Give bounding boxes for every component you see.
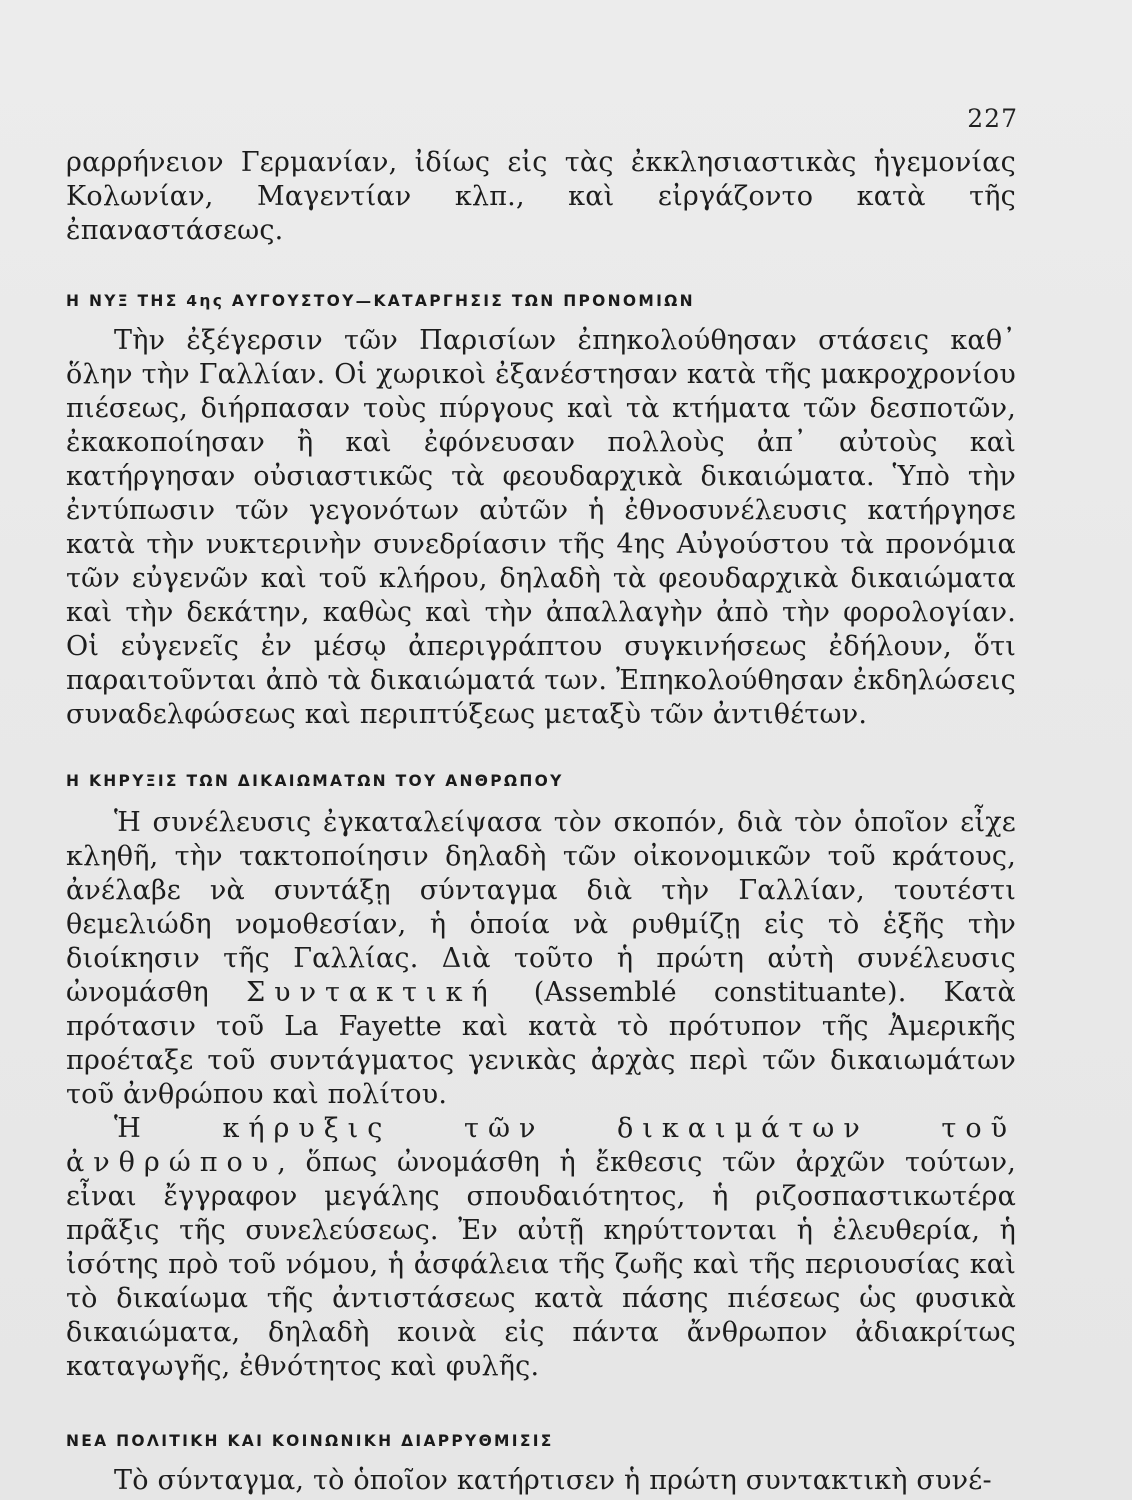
page-number: 227 <box>967 104 1018 133</box>
spaced-term-syntaktiki: Συντακτική <box>246 977 497 1008</box>
paragraph-constituent-assembly-start: Ἡ συνέλευσις ἐγκαταλείψασα τὸν σκοπόν, διὰ τὸν ὁποῖον εἶχε κληθῆ, τὴν τακτοποίησιν δηλαδὴ τῶν οἰκονομικῶν τοῦ κράτους, ἀνέλαβε νὰ συντάξῃ σύνταγμα διὰ τὴν Γαλλίαν, τουτέστι θεμελιώδη νομοθεσίαν, ἡ ὁποία νὰ ρυθμίζῃ εἰς τὸ ἑξῆς τὴν διοίκησιν τῆς Γαλλίας. Διὰ τοῦτο ἡ πρώτη αὐτὴ συνέλευσις ὠνομάσθη <box>66 807 1016 1008</box>
intro-paragraph: ραρρήνειον Γερμανίαν, ἰδίως εἰς τὰς ἐκκλησιαστικὰς ἡγεμονίας Κολωνίαν, Μαγεντίαν κλπ., καὶ εἰργάζοντο κατὰ τῆς ἐπαναστάσεως. <box>66 147 1016 246</box>
section-heading-night-of-august-4: Η ΝΥΞ ΤΗΣ 4ης ΑΥΓΟΥΣΤΟΥ—ΚΑΤΑΡΓΗΣΙΣ ΤΩΝ ΠΡΟΝΟΜΙΩΝ <box>66 292 695 310</box>
section-heading-declaration-of-rights: Η ΚΗΡΥΞΙΣ ΤΩΝ ΔΙΚΑΙΩΜΑΤΩΝ ΤΟΥ ΑΝΘΡΩΠΟΥ <box>66 772 564 790</box>
paragraph-abolition-of-privileges: Τὴν ἐξέγερσιν τῶν Παρισίων ἐπηκολούθησαν στάσεις καθ᾿ ὅλην τὴν Γαλλίαν. Οἱ χωρικοὶ ἐξανέστησαν κατὰ τῆς μακροχρονίου πιέσεως, διήρπασαν τοὺς πύργους καὶ τὰ κτήματα τῶν δεσποτῶν, ἐκακοποίησαν ἢ καὶ ἐφόνευσαν πολλοὺς ἀπ᾿ αὐτοὺς καὶ κατήργησαν οὐσιαστικῶς τὰ φεουδαρχικὰ δικαιώματα. Ὑπὸ τὴν ἐντύπωσιν τῶν γεγονότων αὐτῶν ἡ ἐθνοσυνέλευσις κατήργησε κατὰ τὴν νυκτερινὴν συνεδρίασιν τῆς 4ης Αὐγούστου τὰ προνόμια τῶν εὐγενῶν καὶ τοῦ κλήρου, δηλαδὴ τὰ φεουδαρχικὰ δικαιώματα καὶ τὴν δεκάτην, καθὼς καὶ τὴν ἀπαλλαγὴν ἀπὸ τὴν φορολογίαν. Οἱ εὐγενεῖς ἐν μέσῳ ἀπεριγράπτου συγκινήσεως ἐδήλουν, ὅτι παραιτοῦνται ἀπὸ τὰ δικαιώματά των. Ἐπηκολούθησαν ἐκδηλώσεις συναδελφώσεως καὶ περιπτύξεως μεταξὺ τῶν ἀντιθέτων. <box>66 325 1016 730</box>
paragraph-declaration-description <box>66 1112 1016 1384</box>
paragraph-constituent-assembly <box>66 806 1016 1112</box>
paragraph-constituent-assembly-end: (Assemblé constituante). Κατὰ πρότασιν τοῦ La Fayette καὶ κατὰ τὸ πρότυπον τῆς Ἀμερικῆς προέταξε τοῦ συντάγματος γενικὰς ἀρχὰς περὶ τῶν δικαιωμάτων τοῦ ἀνθρώπου καὶ πολίτου. <box>66 977 1016 1110</box>
paragraph-constitution-start: Τὸ σύνταγμα, τὸ ὁποῖον κατήρτισεν ἡ πρώτη συντακτικὴ συνέ- <box>114 1465 992 1496</box>
spaced-term-declaration: Ἡ κήρυξις τῶν δικαιμάτων τοῦ ἀνθρώπου <box>66 1113 1016 1178</box>
paragraph-declaration-body: , ὅπως ὠνομάσθη ἡ ἔκθεσις τῶν ἀρχῶν τούτων, εἶναι ἔγγραφον μεγάλης σπουδαιότητος, ἡ ριζοσπαστικωτέρα πρᾶξις τῆς συνελεύσεως. Ἐν αὐτῇ κηρύττονται ἡ ἐλευθερία, ἡ ἰσότης πρὸ τοῦ νόμου, ἡ ἀσφάλεια τῆς ζωῆς καὶ τῆς περιουσίας καὶ τὸ δικαίωμα τῆς ἀντιστάσεως κατὰ πάσης πιέσεως ὡς φυσικὰ δικαιώματα, δηλαδὴ κοινὰ εἰς πάντα ἄνθρωπον ἀδιακρίτως καταγωγῆς, ἐθνότητος καὶ φυλῆς. <box>66 1147 1016 1382</box>
page-content <box>66 146 1016 1498</box>
section-heading-new-political-order: ΝΕΑ ΠΟΛΙΤΙΚΗ ΚΑΙ ΚΟΙΝΩΝΙΚΗ ΔΙΑΡΡΥΘΜΙΣΙΣ <box>66 1432 554 1450</box>
